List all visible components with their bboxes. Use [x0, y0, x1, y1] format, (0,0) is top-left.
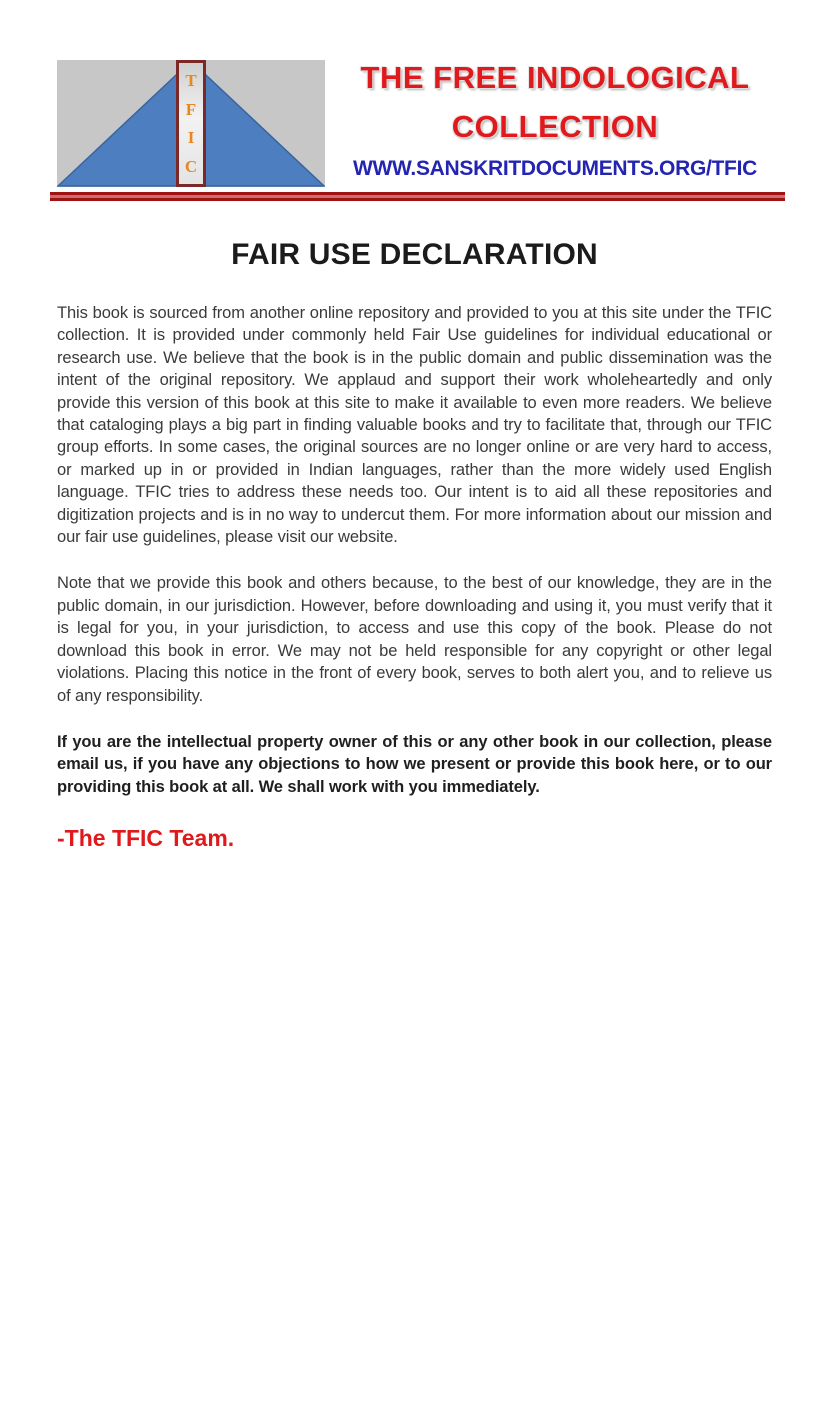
double-red-rule-divider — [50, 192, 785, 201]
logo-letter-t: T — [185, 70, 197, 90]
declaration-paragraph-3-bold: If you are the intellectual property owner of this or any other book in our collection, please email us, if you have any objections to how we present or provide this book here, or to our providing this book at all. We shall work with you immediately. — [57, 732, 772, 796]
declaration-paragraph-2: Note that we provide this book and others because, to the best of our knowledge, they are in the public domain, in our jurisdiction. However, before downloading and using it, you must verify that it is legal for you, in your jurisdiction, to access and use this copy of the book. Please do not download this book in error. We may not be held responsible for any copyright or other legal violations. Placing this notice in the front of every book, serves to both alert you, and to relieve us of any responsibility. — [57, 574, 772, 705]
declaration-paragraph-1: This book is sourced from another online repository and provided to you at this site under the TFIC collection. It is provided under commonly held Fair Use guidelines for individual educational or research use. We believe that the book is in the public domain and public dissemination was the intent of the original repository. We applaud and support their work wholeheartedly and only provide this version of this book at this site to make it available to even more readers. We believe that cataloging plays a big part in finding valuable books and try to facilitate that, through our TFIC group efforts. In some cases, the original sources are no longer online or are very hard to access, or marked up in or provided in Indian languages, rather than the more widely used English language. TFIC tries to address these needs too. Our intent is to aid all these repositories and digitization projects and is in no way to undercut them. For more information about our mission and our fair use guidelines, please visit our website. — [57, 304, 772, 547]
collection-website-url: WWW.SANSKRITDOCUMENTS.ORG/TFIC — [353, 157, 757, 180]
logo-letter-f: F — [185, 99, 197, 119]
logo-letter-i: I — [187, 128, 195, 148]
logo-letter-c: C — [184, 157, 198, 177]
collection-title-block — [325, 60, 785, 180]
page-title: FAIR USE DECLARATION — [231, 238, 598, 271]
tfic-logo-column — [176, 60, 206, 187]
tfic-team-signature: -The TFIC Team. — [57, 825, 235, 852]
page-header — [0, 0, 828, 187]
fair-use-declaration-body — [0, 239, 828, 851]
collection-title-line1: THE FREE INDOLOGICAL — [360, 60, 750, 95]
tfic-logo — [57, 60, 325, 187]
collection-title-line2: COLLECTION — [451, 109, 659, 144]
